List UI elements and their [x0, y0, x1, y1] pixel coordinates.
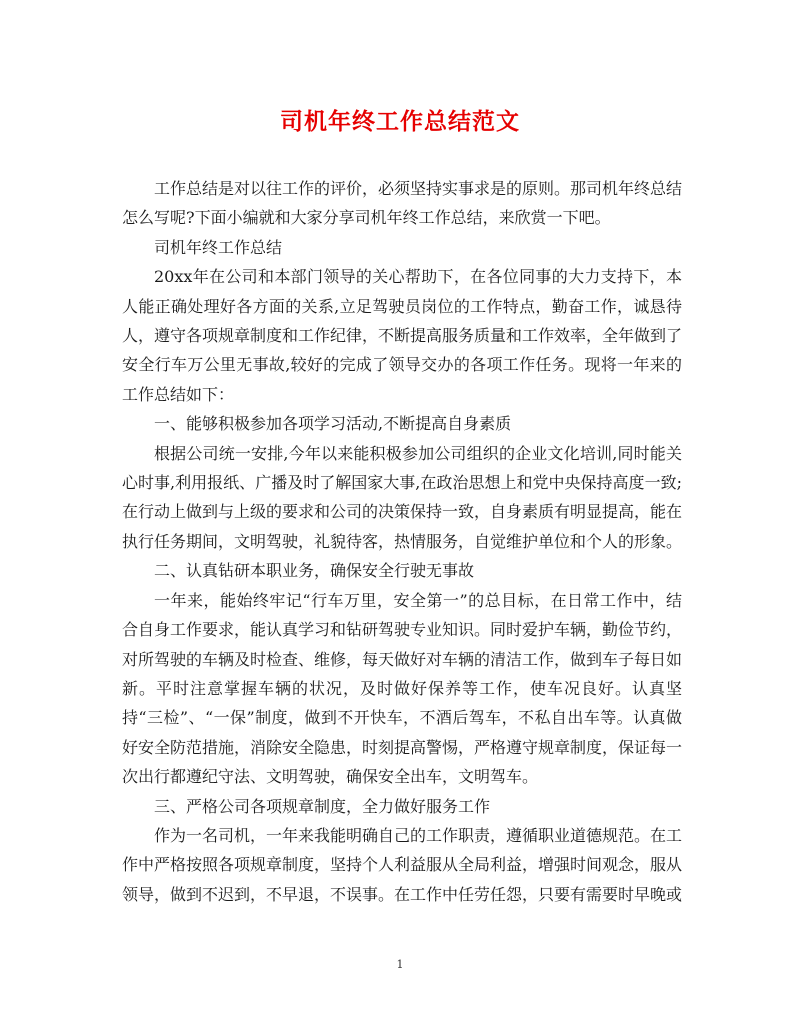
document-title: 司机年终工作总结范文: [280, 108, 520, 135]
section-heading-3: 三、严格公司各项规章制度，全力做好服务工作: [154, 796, 491, 816]
page-number: 1: [396, 958, 404, 971]
section-heading-2: 二、认真钻研本职业务，确保安全行驶无事故: [154, 561, 475, 581]
paragraph-section-2: 一年来，能始终牢记“行车万里，安全第一”的总目标，在日常工作中，结合自身工作要求，能认真学习和钻研驾驶专业知识。同时爱护车辆，勤俭节约，对所驾驶的车辆及时检查、维修，每天做好对车辆的清洁工作，做到车子每日如新。平时注意掌握车辆的状况，及时做好保养等工作，使车况良好。认真坚持“三检”、“一保”制度，做到不开快车，不酒后驾车，不私自出车等。认真做好安全防范措施，消除安全隐患，时刻提高警惕，严格遵守规章制度，保证每一次出行都遵纪守法、文明驾驶，确保安全出车，文明驾车。: [122, 590, 683, 787]
section-heading-1: 一、能够积极参加各项学习活动,不断提高自身素质: [154, 414, 512, 434]
paragraph-section-1: 根据公司统一安排,今年以来能积极参加公司组织的企业文化培训,同时能关心时事,利用报纸、广播及时了解国家大事,在政治思想上和党中央保持高度一致;在行动上做到与上级的要求和公司的决策保持一致，自身素质有明显提高，能在执行任务期间，文明驾驶，礼貌待客，热情服务，自觉维护单位和个人的形象。: [122, 443, 683, 551]
paragraph-intro: 工作总结是对以往工作的评价，必须坚持实事求是的原则。那司机年终总结怎么写呢?下面小编就和大家分享司机年终工作总结，来欣赏一下吧。: [122, 179, 683, 228]
paragraph-section-3: 作为一名司机，一年来我能明确自己的工作职责，遵循职业道德规范。在工作中严格按照各项规章制度，坚持个人利益服从全局利益，增强时间观念，服从领导，做到不迟到，不早退，不误事。在工作中任劳任怨，只要有需要时早晚或: [122, 825, 683, 904]
paragraph-subtitle: 司机年终工作总结: [154, 237, 283, 257]
paragraph-overview: 20xx年在公司和本部门领导的关心帮助下，在各位同事的大力支持下，本人能正确处理好各方面的关系,立足驾驶员岗位的工作特点，勤奋工作，诚恳待人，遵守各项规章制度和工作纪律，不断提高服务质量和工作效率，全年做到了安全行车万公里无事故,较好的完成了领导交办的各项工作任务。现将一年来的工作总结如下：: [122, 267, 683, 404]
document-body: [122, 174, 682, 909]
